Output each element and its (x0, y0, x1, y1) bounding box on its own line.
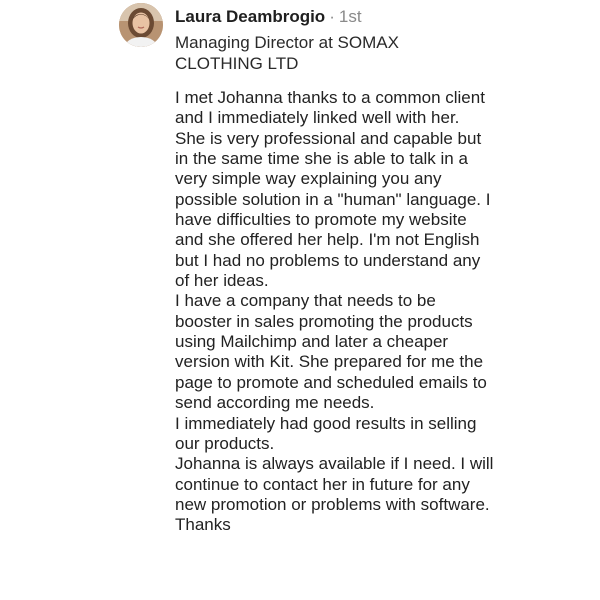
review-text (175, 88, 495, 536)
profile-photo-icon (119, 3, 163, 47)
review-paragraph: She is very professional and capable but in the same time she is able to talk in a very simple way explaining you any possible solution in a "human" language. I have difficulties to promote my website and she offered her help. I'm not English but I had no problems to understand any of her ideas. (175, 128, 491, 291)
review-paragraph: I met Johanna thanks to a common client and I immediately linked well with her. (175, 88, 485, 128)
name-row (175, 6, 585, 28)
avatar[interactable] (119, 3, 163, 47)
review-paragraph: I have a company that needs to be booster in sales promoting the products using Mailchimp and later a cheaper version with Kit. She prepared for me the page to promote and scheduled emails to send according me needs. (175, 291, 487, 413)
reviewer-header (175, 6, 585, 74)
review-paragraph: Johanna is always available if I need. I will continue to contact her in future for any new promotion or problems with software. Thanks (175, 454, 494, 535)
meta-separator: · (329, 7, 335, 26)
reviewer-name[interactable]: Laura Deambrogio (175, 7, 326, 26)
review-paragraph: I immediately had good results in selling our products. (175, 413, 477, 453)
connection-degree: 1st (338, 7, 362, 26)
reviewer-headline: Managing Director at SOMAX CLOTHING LTD (175, 33, 399, 73)
